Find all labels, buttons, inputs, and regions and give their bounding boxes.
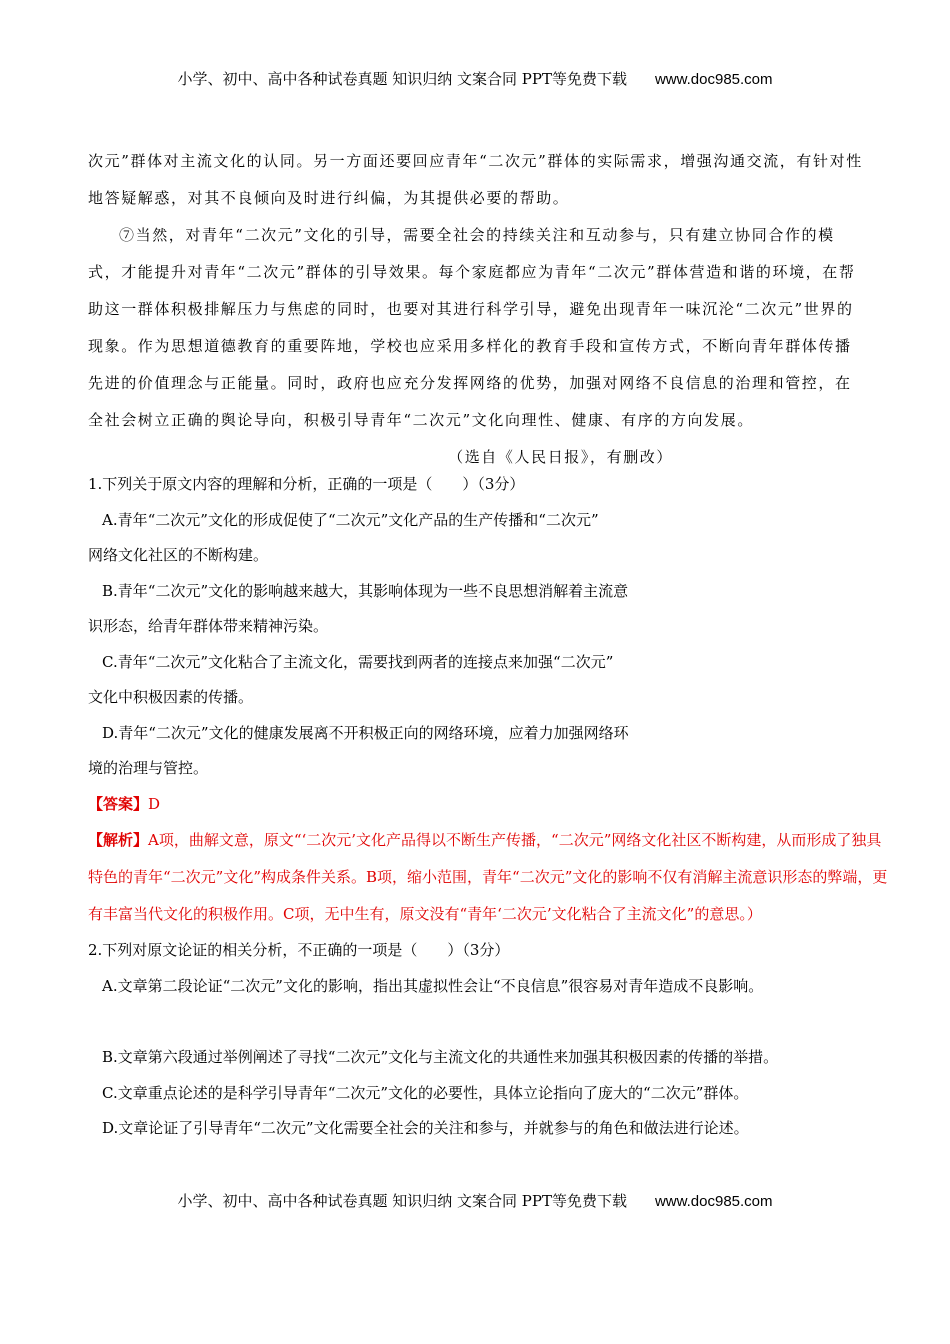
question-1-stem: 1.下列关于原文内容的理解和分析，正确的一项是（ ）（3分） bbox=[88, 475, 525, 493]
question-2-stem: 2.下列对原文论证的相关分析，不正确的一项是（ ）（3分） bbox=[88, 941, 510, 959]
question-2-option-c: C.文章重点论述的是科学引导青年“二次元”文化的必要性，具体立论指向了庞大的“二次元”群体。 bbox=[102, 1083, 749, 1102]
question-1-option-a-cont: 网络文化社区的不断构建。 bbox=[88, 546, 269, 564]
question-2-option-d: D.文章论证了引导青年“二次元”文化需要全社会的关注和参与，并就参与的角色和做法进行论述。 bbox=[102, 1119, 749, 1137]
question-1-option-c-cont: 文化中积极因素的传播。 bbox=[88, 688, 254, 706]
header-site-link[interactable]: www.doc985.com bbox=[654, 71, 773, 88]
question-2-option-b: B.文章第六段通过举例阐述了寻找“二次元”文化与主流文化的共通性来加强其积极因素的传播的举措。 bbox=[102, 1048, 779, 1066]
passage-paragraph-1: 次元”群体对主流文化的认同。另一方面还要回应青年“二次元”群体的实际需求，增强沟通交流，有针对性地答疑解惑，对其不良倾向及时进行纠偏，为其提供必要的帮助。 bbox=[88, 152, 863, 207]
footer-site-link[interactable]: www.doc985.com bbox=[654, 1193, 773, 1210]
question-2-option-a: A.文章第二段论证“二次元”文化的影响，指出其虚拟性会让“不良信息”很容易对青年造成不良影响。 bbox=[102, 976, 764, 995]
footer-text: 小学、初中、高中各种试卷真题 知识归纳 文案合同 PPT等免费下载 bbox=[177, 1192, 627, 1210]
reading-passage bbox=[88, 143, 863, 476]
question-1-answer bbox=[88, 787, 888, 823]
header-text: 小学、初中、高中各种试卷真题 知识归纳 文案合同 PPT等免费下载 bbox=[177, 70, 627, 88]
question-1-option-c: C.青年“二次元”文化粘合了主流文化，需要找到两者的连接点来加强“二次元” bbox=[102, 652, 614, 671]
page-footer bbox=[0, 1190, 950, 1211]
page-header bbox=[0, 68, 950, 89]
analysis-label: 【解析】 bbox=[88, 831, 149, 849]
blank-gap bbox=[88, 1004, 888, 1040]
question-1-option-b: B.青年“二次元”文化的影响越来越大，其影响体现为一些不良思想消解着主流意 bbox=[102, 581, 629, 600]
analysis-text: A项，曲解文意，原文“‘二次元’文化产品得以不断生产传播，“二次元”网络文化社区不断构建，从而形成了独具特色的青年“二次元”文化”构成条件关系。B项，缩小范围，青年“二次元”文化的影响不仅有消解主流意识形态的弊端，更有丰富当代文化的积极作用。C项，无中生有，原文没有“青年‘二次元’文化粘合了主流文化”的意思。） bbox=[88, 831, 888, 923]
question-1-option-a: A.青年“二次元”文化的形成促使了“二次元”文化产品的生产传播和“二次元” bbox=[102, 510, 599, 529]
question-1-option-d: D.青年“二次元”文化的健康发展离不开积极正向的网络环境，应着力加强网络环 bbox=[102, 723, 629, 742]
passage-source: （选自《人民日报》，有删改） bbox=[448, 448, 673, 466]
questions-section bbox=[88, 467, 888, 1147]
question-1-option-d-cont: 境的治理与管控。 bbox=[88, 759, 209, 777]
answer-label: 【答案】 bbox=[88, 794, 149, 813]
question-1-option-b-cont: 识形态，给青年群体带来精神污染。 bbox=[88, 617, 329, 635]
passage-paragraph-7: ⑦当然，对青年“二次元”文化的引导，需要全社会的持续关注和互动参与，只有建立协同合作的模式，才能提升对青年“二次元”群体的引导效果。每个家庭都应为青年“二次元”群体营造和谐的环境，在帮助这一群体积极排解压力与焦虑的同时，也要对其进行科学引导，避免出现青年一味沉沦“二次元”世界的现象。作为思想道德教育的重要阵地，学校也应采用多样化的教育手段和宣传方式，不断向青年群体传播先进的价值理念与正能量。同时，政府也应充分发挥网络的优势，加强对网络不良信息的治理和管控，在全社会树立正确的舆论导向，积极引导青年“二次元”文化向理性、健康、有序的方向发展。 bbox=[88, 226, 856, 429]
question-1-analysis bbox=[88, 822, 888, 933]
answer-value: D bbox=[148, 794, 161, 813]
